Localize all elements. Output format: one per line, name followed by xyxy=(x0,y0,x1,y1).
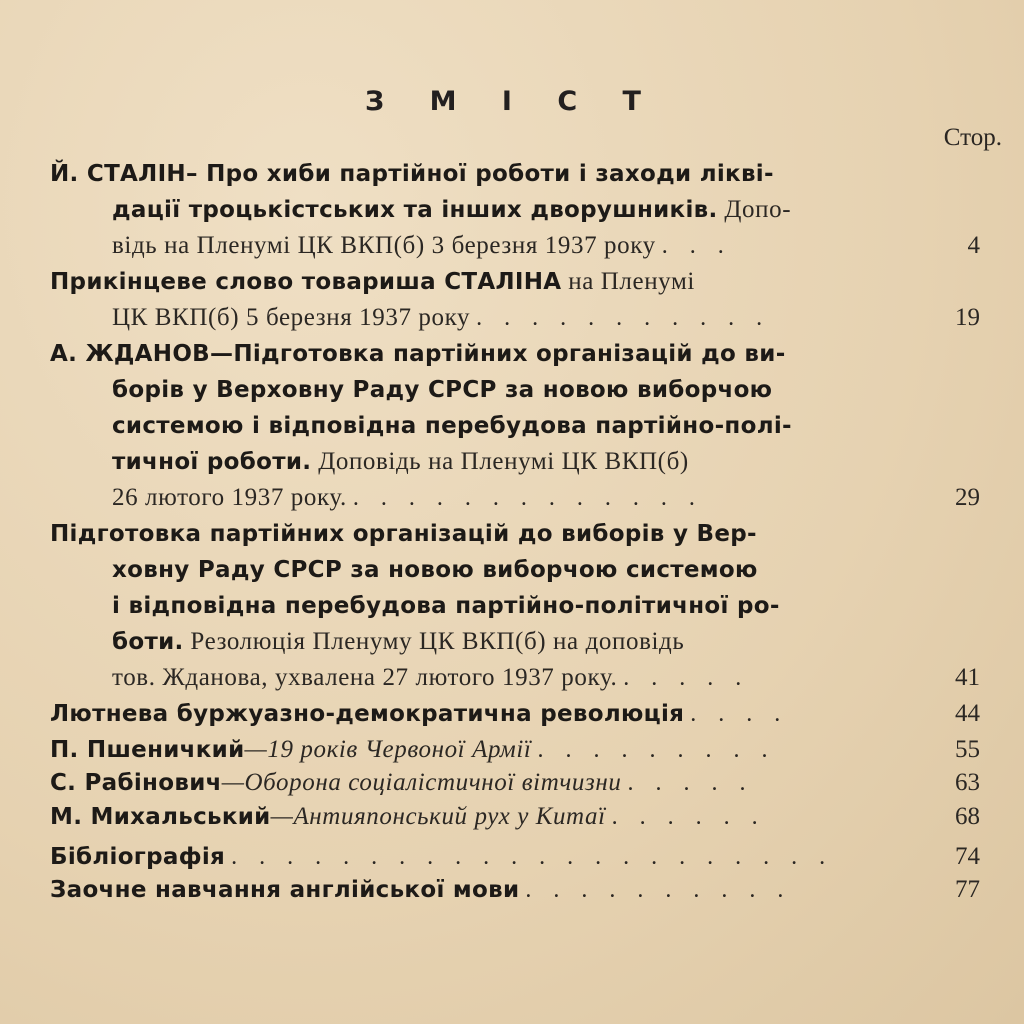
toc-regular-text: 26 лютого 1937 року. xyxy=(112,484,347,511)
toc-line xyxy=(50,799,980,835)
page-column-header: Стор. xyxy=(943,124,1002,151)
toc-line xyxy=(50,444,980,480)
leader-dots: . . . . . . . . . . . . . . . . . . . . . . xyxy=(231,844,834,870)
toc-regular-text: ЦК ВКП(б) 5 березня 1937 року xyxy=(112,304,471,331)
toc-regular-text: Резолюція Пленуму ЦК ВКП(б) на доповідь xyxy=(183,628,685,655)
toc-line xyxy=(50,552,980,588)
toc-line xyxy=(50,516,980,552)
toc-entry xyxy=(50,264,980,336)
page-number: 44 xyxy=(955,700,980,727)
toc-bold-text: Лютнева буржуазно-демократична революція xyxy=(50,701,685,727)
leader-dots: . . . . . . . . . . xyxy=(525,877,792,903)
toc-line xyxy=(50,696,980,732)
toc-line xyxy=(50,336,980,372)
toc-line xyxy=(50,765,980,801)
toc-bold-text: С. Рабінович xyxy=(50,770,222,796)
toc-bold-text: системою і відповідна перебудова партійно-полі- xyxy=(112,413,792,439)
leader-dots: . . . . . xyxy=(627,770,754,796)
toc-line xyxy=(50,264,980,300)
page-number: 68 xyxy=(955,803,980,830)
page-number: 77 xyxy=(955,876,980,903)
toc-line xyxy=(50,192,980,228)
page-number: 74 xyxy=(955,843,980,870)
toc-regular-text: —19 років Червоної Армії xyxy=(244,736,532,763)
page-number: 4 xyxy=(967,232,980,259)
toc-bold-text: Бібліографія xyxy=(50,844,226,870)
leader-dots: . . . . . . . . . xyxy=(537,737,776,763)
toc-line xyxy=(50,228,980,264)
toc-line xyxy=(50,588,980,624)
page-number: 29 xyxy=(955,484,980,511)
page-number: 55 xyxy=(955,736,980,763)
page-number: 63 xyxy=(955,769,980,796)
toc-line xyxy=(50,372,980,408)
toc-entry xyxy=(50,799,980,835)
toc-bold-text: боти. xyxy=(112,629,184,655)
toc-regular-text: на Пленумі xyxy=(561,268,695,295)
toc-line xyxy=(50,408,980,444)
toc-entry xyxy=(50,336,980,516)
toc-regular-text: —Оборона соціалістичної вітчизни xyxy=(221,769,622,796)
toc-bold-text: Підготовка партійних організацій до виборів у Вер- xyxy=(50,521,757,547)
toc-bold-text: борів у Верховну Раду СРСР за новою виборчою xyxy=(112,377,773,403)
toc-regular-text: Доповідь на Пленумі ЦК ВКП(б) xyxy=(311,448,689,475)
toc-regular-text: Допо- xyxy=(717,196,792,223)
toc-bold-text: Прикінцеве слово товариша СТАЛІНА xyxy=(50,269,562,295)
leader-dots: . . . . . . xyxy=(611,804,766,830)
toc-bold-text: Заочне навчання англійської мови xyxy=(50,877,520,903)
leader-dots: . . . . . . . . . . . xyxy=(476,305,771,331)
toc-bold-text: Й. СТАЛІН– Про хиби партійної роботи і заходи ліквi- xyxy=(50,161,774,187)
toc-bold-text: А. ЖДАНОВ—Підготовка партійних організацій до ви- xyxy=(50,341,786,367)
toc-entry xyxy=(50,765,980,801)
toc-line xyxy=(50,624,980,660)
toc-bold-text: ховну Раду СРСР за новою виборчою системою xyxy=(112,557,758,583)
toc-regular-text: відь на Пленумі ЦК ВКП(б) 3 березня 1937 року xyxy=(112,232,656,259)
toc-regular-text: —Антияпонський рух у Китаї xyxy=(270,803,606,830)
toc-line xyxy=(50,156,980,192)
toc-bold-text: і відповідна перебудова партійно-політичної ро- xyxy=(112,593,780,619)
toc-line xyxy=(50,660,980,696)
leader-dots: . . . . xyxy=(690,701,789,727)
page-title: З М І С Т xyxy=(365,86,659,117)
toc-line xyxy=(50,300,980,336)
toc-entry xyxy=(50,156,980,264)
page-number: 19 xyxy=(955,304,980,331)
toc-entry xyxy=(50,732,980,768)
toc-entry xyxy=(50,872,980,908)
toc-entry xyxy=(50,839,980,875)
leader-dots: . . . . . . . . . . . . . xyxy=(352,485,703,511)
toc-bold-text: П. Пшеничкий xyxy=(50,737,245,763)
toc-bold-text: тичної роботи. xyxy=(112,449,312,475)
toc-entry xyxy=(50,516,980,696)
toc-line xyxy=(50,732,980,768)
toc-bold-text: М. Михальський xyxy=(50,804,271,830)
page-number: 41 xyxy=(955,664,980,691)
toc-line xyxy=(50,872,980,908)
toc-entry xyxy=(50,696,980,732)
leader-dots: . . . . . xyxy=(623,665,750,691)
toc-line xyxy=(50,480,980,516)
toc-bold-text: дації троцькістських та інших дворушників. xyxy=(112,197,718,223)
toc-line xyxy=(50,839,980,875)
toc-regular-text: тов. Жданова, ухвалена 27 лютого 1937 року. xyxy=(112,664,618,691)
leader-dots: . . . xyxy=(661,233,732,259)
